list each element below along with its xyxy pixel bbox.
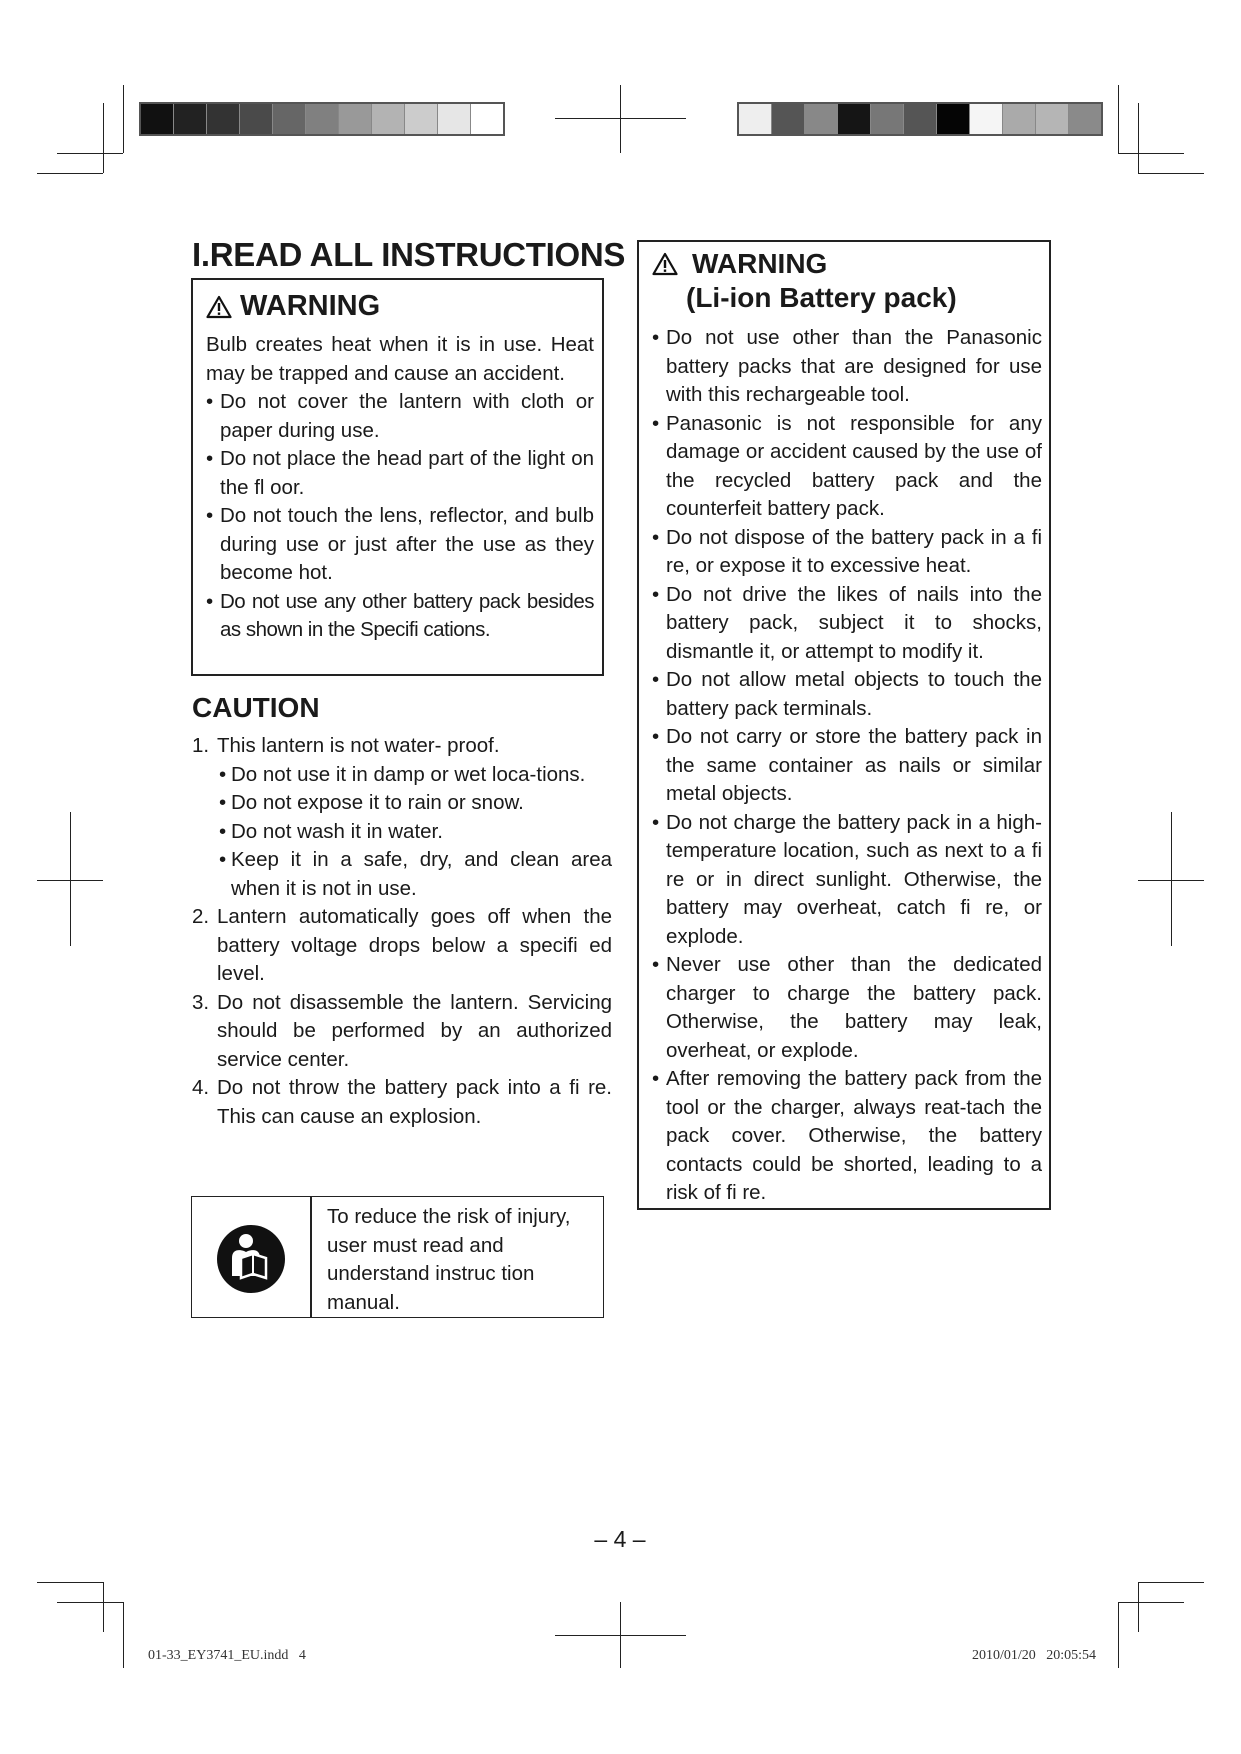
- color-swatch: [1036, 104, 1069, 134]
- warning-heading: [206, 290, 594, 323]
- battery-warning-item: • Do not dispose of the battery pack in a fi re, or expose it to excessive heat.: [652, 524, 1042, 581]
- caution-item-text: Lantern automatically goes off when the battery voltage drops below a specifi ed level.: [217, 905, 612, 985]
- warning-intro: Bulb creates heat when it is in use. Heat may be trapped and cause an accident.: [206, 333, 594, 385]
- battery-warning-box: [637, 240, 1051, 1210]
- color-swatch: [1003, 104, 1036, 134]
- read-manual-icon: [216, 1224, 286, 1294]
- color-bar-left: [139, 102, 505, 136]
- caution-item: 1. This lantern is not water- proof.: [192, 734, 500, 757]
- color-swatch: [174, 104, 207, 134]
- caution-subitem: • Keep it in a safe, dry, and clean area when it is not in use.: [192, 846, 612, 903]
- color-swatch: [240, 104, 273, 134]
- battery-warning-item: • Do not carry or store the battery pack in the same container as nails or similar metal objects.: [652, 723, 1042, 809]
- battery-warning-title: WARNING: [692, 248, 828, 279]
- caution-item-text: Do not throw the battery pack into a fi re. This can cause an explosion.: [217, 1076, 612, 1128]
- color-swatch: [838, 104, 871, 134]
- color-swatch: [207, 104, 240, 134]
- battery-warning-item: • Do not drive the likes of nails into the battery pack, subject it to shocks, dismantle it, or attempt to modify it.: [652, 581, 1042, 667]
- caution-list: [192, 732, 612, 1131]
- caution-subitem: • Do not use it in damp or wet loca-tions.: [192, 761, 612, 790]
- caution-item-text: Do not disassemble the lantern. Servicing should be performed by an authorized service center.: [217, 990, 612, 1071]
- color-swatch: [805, 104, 838, 134]
- manual-notice-box: [191, 1196, 604, 1318]
- color-swatch: [405, 104, 438, 134]
- caution-subitem: • Do not wash it in water.: [192, 818, 612, 847]
- battery-warning-heading: [652, 248, 1042, 280]
- warning-item: • Do not use any other battery pack besides as shown in the Specifi cations.: [206, 588, 594, 645]
- caution-item: 4. Do not throw the battery pack into a fi re. This can cause an explosion.: [192, 1076, 612, 1128]
- warning-box: [191, 278, 604, 676]
- battery-warning-item: • After removing the battery pack from the tool or the charger, always reat-tach the pack cover. Otherwise, the battery contacts could be shorted, leading to a risk of fi re.: [652, 1065, 1042, 1208]
- color-swatch: [739, 104, 772, 134]
- warning-title: WARNING: [240, 290, 381, 322]
- color-swatch: [1069, 104, 1101, 134]
- color-swatch: [904, 104, 937, 134]
- warning-triangle-icon: [206, 295, 232, 319]
- battery-warning-item: • Do not use other than the Panasonic battery packs that are designed for use with this rechargeable tool.: [652, 324, 1042, 410]
- manual-notice-text: To reduce the risk of injury, user must read and understand instruc tion manual.: [327, 1205, 571, 1314]
- battery-warning-item: • Do not charge the battery pack in a high-temperature location, such as next to a fi re or in direct sunlight. Otherwise, the battery may overheat, catch fi re, or explode.: [652, 809, 1042, 952]
- warning-item: • Do not place the head part of the light on the fl oor.: [206, 445, 594, 502]
- color-swatch: [306, 104, 339, 134]
- color-bar-right: [737, 102, 1103, 136]
- caution-item: 3. Do not disassemble the lantern. Servicing should be performed by an authorized service center.: [192, 990, 612, 1071]
- caution-item-text: This lantern is not water- proof.: [217, 734, 500, 757]
- color-swatch: [772, 104, 805, 134]
- warning-triangle-icon: [652, 252, 678, 276]
- warning-item: • Do not cover the lantern with cloth or paper during use.: [206, 388, 594, 445]
- page-number: – 4 –: [594, 1526, 646, 1552]
- color-swatch: [438, 104, 471, 134]
- section-title: I.READ ALL INSTRUCTIONS: [192, 236, 626, 273]
- battery-warning-subtitle: (Li-ion Battery pack): [686, 282, 957, 313]
- color-swatch: [273, 104, 306, 134]
- caution-title: CAUTION: [192, 692, 320, 723]
- color-swatch: [970, 104, 1003, 134]
- color-swatch: [339, 104, 372, 134]
- color-swatch: [471, 104, 503, 134]
- caution-item: 2. Lantern automatically goes off when the battery voltage drops below a specifi ed level.: [192, 905, 612, 985]
- color-swatch: [871, 104, 904, 134]
- battery-warning-item: • Panasonic is not responsible for any damage or accident caused by the use of the recycled battery pack and the counterfeit battery pack.: [652, 410, 1042, 524]
- footer-file: 01-33_EY3741_EU.indd 4: [148, 1648, 306, 1663]
- battery-warning-item: • Never use other than the dedicated charger to charge the battery pack. Otherwise, the battery may leak, overheat, or explode.: [652, 951, 1042, 1065]
- battery-warning-item: • Do not allow metal objects to touch the battery pack terminals.: [652, 666, 1042, 723]
- footer-date: 2010/01/20 20:05:54: [972, 1648, 1097, 1663]
- color-swatch: [141, 104, 174, 134]
- color-swatch: [372, 104, 405, 134]
- warning-item: • Do not touch the lens, reflector, and bulb during use or just after the use as they become hot.: [206, 502, 594, 588]
- caution-subitem: • Do not expose it to rain or snow.: [192, 789, 612, 818]
- color-swatch: [937, 104, 970, 134]
